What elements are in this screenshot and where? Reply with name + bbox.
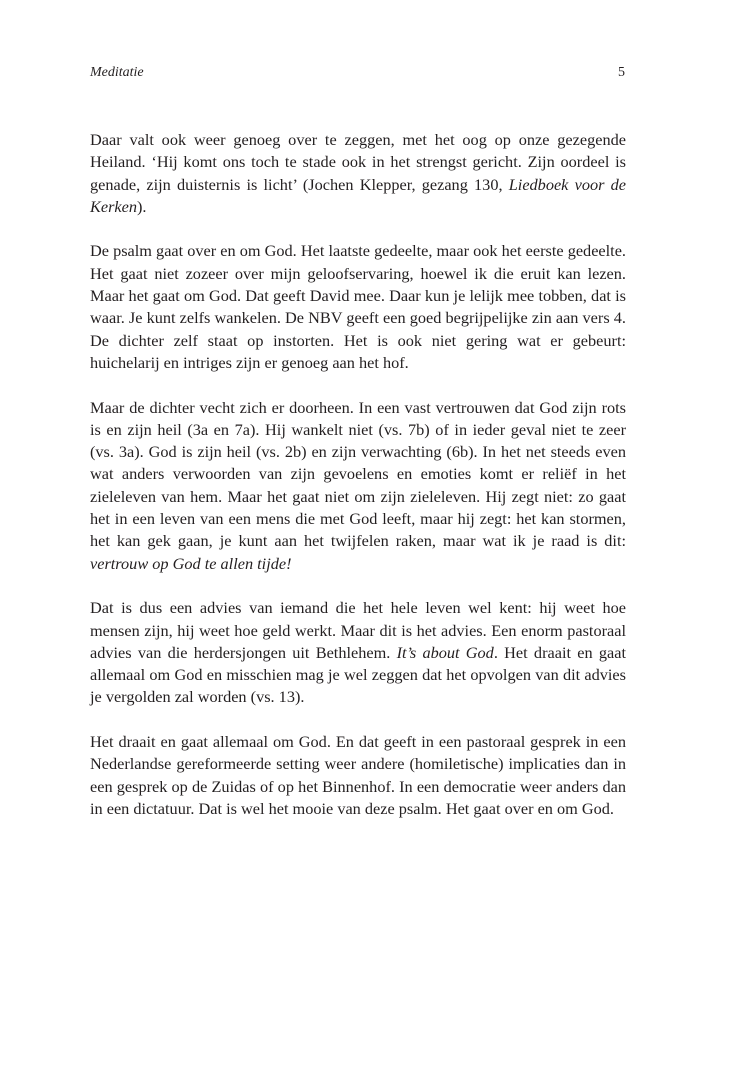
text-run: Dat is dus een advies van iemand die het hele leven wel kent: hij weet hoe mensen zijn, hij weet hoe geld werkt. Maar dit is het advies. Een enorm pastoraal advies van die herdersjongen uit Bethlehem.	[90, 598, 626, 662]
page-number: 5	[618, 65, 625, 80]
paragraph-1	[90, 129, 626, 218]
body-text	[90, 129, 626, 843]
running-head	[90, 62, 625, 84]
text-run: Maar de dichter vecht zich er doorheen. In een vast vertrouwen dat God zijn rots is en zijn heil (3a en 7a). Hij wankelt niet (vs. 7b) of in ieder geval niet te zeer (vs. 3a). God is zijn heil (vs. 2b) en zijn verwachting (6b). In het net steeds even wat anders verwoorden van zijn gevoelens en emoties komt er reliëf in het zieleleven van hem. Maar het gaat niet om zijn zieleleven. Hij zegt niet: zo gaat het in een leven van een mens die met God leeft, maar hij zegt: het kan stormen, het kan gek gaan, je kunt aan het twijfelen raken, maar wat ik je raad is dit:	[90, 397, 626, 551]
paragraph-3	[90, 397, 626, 575]
text-run: Daar valt ook weer genoeg over te zeggen, met het oog op onze gezegende Heiland. ‘Hij komt ons toch te stade ook in het strengst gericht. Zijn oordeel is genade, zijn duisternis is licht’ (Jochen Klepper, gezang 130,	[90, 130, 626, 194]
text-run: Het draait en gaat allemaal om God. En dat geeft in een pastoraal gesprek in een Nederlandse gereformeerde setting weer andere (homiletische) implicaties dan in een gesprek op de Zuidas of op het Binnenhof. In een democratie weer anders dan in een dictatuur. Dat is wel het mooie van deze psalm. Het gaat over en om God.	[90, 732, 626, 818]
italic-phrase: It’s about God	[396, 642, 494, 662]
italic-title: Liedboek voor de Kerken	[90, 174, 627, 216]
text-run: . Het draait en gaat allemaal om God en misschien mag je wel zeggen dat het opvolgen van dit advies je vergolden zal worden (vs. 13).	[90, 642, 626, 707]
italic-quote: vertrouw op God te allen tijde!	[90, 553, 292, 573]
running-title: Meditatie	[90, 65, 144, 80]
paragraph-4	[90, 597, 626, 708]
paragraph-2	[90, 240, 626, 374]
text-run: De psalm gaat over en om God. Het laatste gedeelte, maar ook het eerste gedeelte. Het gaat niet zozeer over mijn geloofservaring, hoewel ik die eruit kan lezen. Maar het gaat om God. Dat geeft David mee. Daar kun je lelijk mee tobben, dat is waar. Je kunt zelfs wankelen. De NBV geeft een goed begrijpelijke zin aan vers 4. De dichter zelf staat op instorten. Het is ook niet gering wat er gebeurt: huichelarij en intriges zijn er genoeg aan het hof.	[90, 241, 626, 372]
text-run: ).	[137, 196, 147, 216]
paragraph-5	[90, 731, 626, 820]
